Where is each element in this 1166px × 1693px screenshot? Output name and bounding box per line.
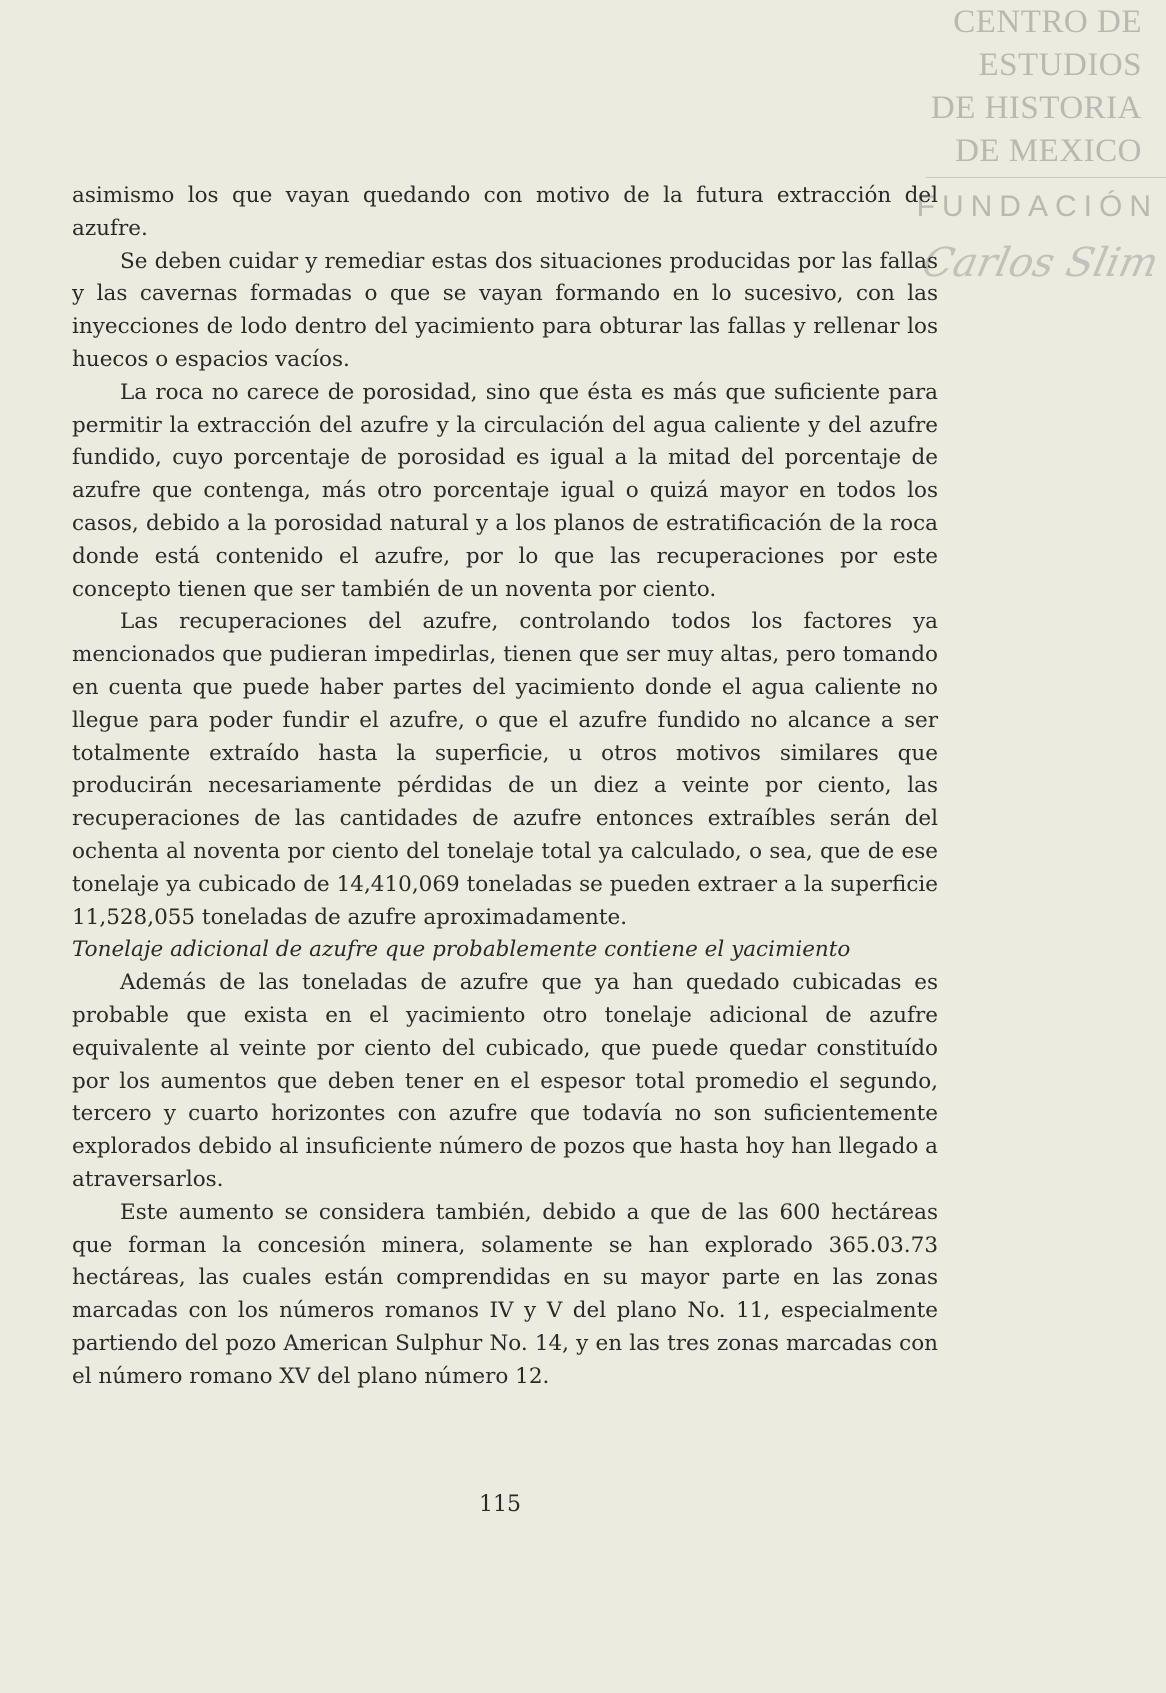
page-number: 115 [479, 1492, 521, 1517]
section-heading: Tonelaje adicional de azufre que probablemente contiene el yacimiento [72, 937, 851, 963]
paragraph-aumento: Este aumento se considera también, debido a que de las 600 hectáreas que forman la concesión minera, solamente se han explorado 365.03.73 hectáreas, las cuales están comprendidas en su mayor parte en las zonas marcadas con los números romanos IV y V del plano No. 11, especialmente partiendo del pozo American Sulphur No. 14, y en las tres zonas marcadas con el número romano XV del plano número 12. [72, 1199, 938, 1389]
archive-watermark [916, 0, 1166, 300]
watermark-line-1: CENTRO DE [953, 4, 1142, 40]
paragraph-porosidad: La roca no carece de porosidad, sino que ésta es más que suficiente para permitir la extracción del azufre y la circulación del agua caliente y del azufre fundido, cuyo porcentaje de porosidad es igual a la mitad del porcentaje de azufre que contenga, más otro porcentaje igual o quizá mayor en todos los casos, debido a la porosidad natural y a los planos de estratificación de la roca donde está contenido el azufre, por lo que las recuperaciones por este concepto tienen que ser también de un noventa por ciento. [72, 379, 938, 602]
paragraph-recuperaciones: Las recuperaciones del azufre, controlando todos los factores ya mencionados que pudieran impedirlas, tienen que ser muy altas, pero tomando en cuenta que puede haber partes del yacimiento donde el agua caliente no llegue para poder fundir el azufre, o que el azufre fundido no alcance a ser totalmente extraído hasta la superficie, u otros motivos similares que producirán necesariamente pérdidas de un diez a veinte por ciento, las recuperaciones de las cantidades de azufre entonces extraíbles serán del ochenta al noventa por ciento del tonelaje total ya calculado, o sea, que de ese tonelaje ya cubicado de 14,410,069 toneladas se pueden extraer a la superficie 11,528,055 toneladas de azufre aproximadamente. [72, 609, 938, 930]
watermark-line-4: DE MEXICO [955, 133, 1142, 169]
paragraph-continuation: asimismo los que vayan quedando con motivo de la futura extracción del azufre. [72, 183, 938, 241]
watermark-line-2: ESTUDIOS [978, 47, 1142, 83]
paragraph-fallas: Se deben cuidar y remediar estas dos situaciones producidas por las fallas y las cavernas formadas o que se vayan formando en lo sucesivo, con las inyecciones de lodo dentro del yacimiento para obturar las fallas y rellenar los huecos o espacios vacíos. [72, 248, 938, 372]
watermark-line-3: DE HISTORIA [930, 90, 1142, 126]
watermark-signature: Carlos Slim [918, 240, 1163, 286]
page-body [72, 180, 938, 1393]
watermark-divider [926, 177, 1166, 178]
paragraph-tonelaje-adicional: Además de las toneladas de azufre que ya han quedado cubicadas es probable que exista en el yacimiento otro tonelaje adicional de azufre equivalente al veinte por ciento del cubicado, que puede quedar constituído por los aumentos que deben tener en el espesor total promedio el segundo, tercero y cuarto horizontes con azufre que todavía no son suficientemente explorados debido al insuficiente número de pozos que hasta hoy han llegado a atraversarlos. [72, 970, 938, 1192]
watermark-fundacion: FUNDACIÓN [916, 190, 1158, 223]
